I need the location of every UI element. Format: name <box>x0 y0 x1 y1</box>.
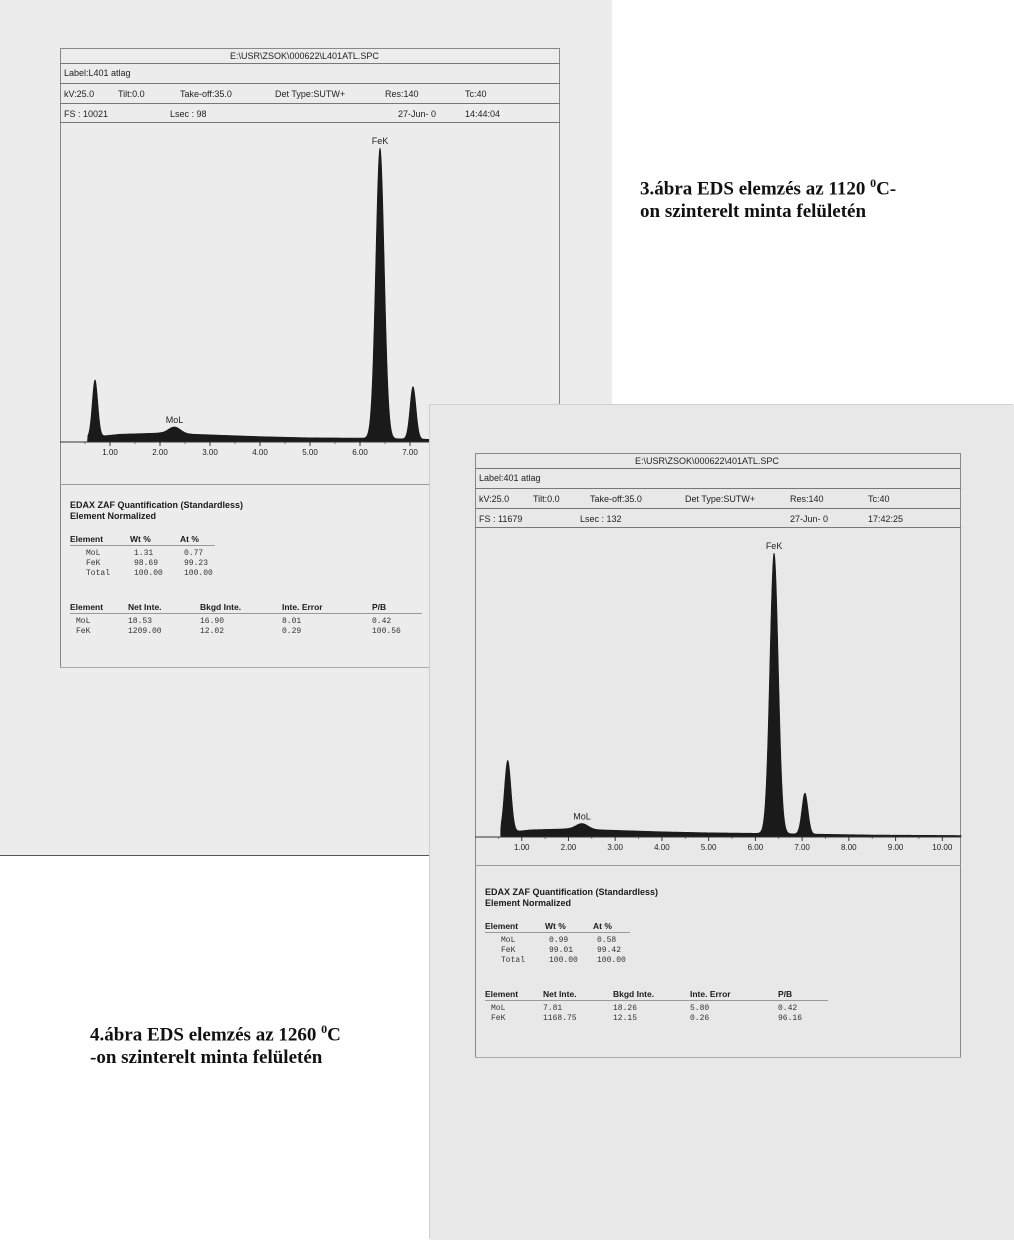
header-rule <box>60 122 560 123</box>
x-tick-label: 2.00 <box>152 448 168 457</box>
table1-header: At % <box>593 921 612 931</box>
caption-figure-4 <box>90 1018 341 1069</box>
header-rule <box>60 63 560 64</box>
table1-cell: 0.77 <box>184 549 204 558</box>
table2-header: Net Inte. <box>128 602 162 612</box>
table1-cell: MoL <box>86 549 101 558</box>
caption-3-line2: on szinterelt minta felületén <box>640 201 867 223</box>
spectrum-svg-1 <box>60 124 430 464</box>
spectrum-svg-2 <box>475 529 961 854</box>
spectrum-plot-1 <box>60 124 430 464</box>
resolution-value: Res:140 <box>790 494 824 504</box>
table2-cell: 7.81 <box>543 1004 563 1013</box>
table2-header-rule <box>485 1000 828 1001</box>
quant-title: EDAX ZAF Quantification (Standardless) <box>485 887 659 897</box>
header-rule <box>60 83 560 84</box>
x-tick-label: 7.00 <box>402 448 418 457</box>
table1-header: Element <box>70 534 104 544</box>
live-seconds: Lsec : 98 <box>170 109 207 119</box>
caption-4-line1: 4.ábra EDS elemzés az 1260 <box>90 1024 322 1046</box>
table1-header-rule <box>485 932 630 933</box>
takeoff-value: Take-off:35.0 <box>180 89 232 99</box>
quant-subtitle: Element Normalized <box>70 511 157 521</box>
x-tick-label: 2.00 <box>560 843 577 852</box>
caption-3-degree: 0 <box>870 176 877 190</box>
table1-cell: MoL <box>501 936 516 945</box>
x-tick-label: 3.00 <box>202 448 218 457</box>
table2-cell: FeK <box>491 1014 506 1023</box>
caption-4-degree: 0 <box>321 1022 328 1036</box>
figure-4-sheet <box>430 405 1014 1240</box>
caption-3-line1: 3.ábra EDS elemzés az 1120 <box>640 178 871 200</box>
x-tick-label: 5.00 <box>700 843 717 852</box>
table2-cell: 0.42 <box>778 1004 798 1013</box>
frame-top <box>475 453 961 454</box>
frame-top <box>60 48 560 49</box>
table1-cell: Total <box>501 956 526 965</box>
header-rule <box>475 508 961 509</box>
peak-label-mol: MoL <box>165 414 184 425</box>
caption-figure-3 <box>640 172 896 223</box>
spectrum-area <box>88 148 431 442</box>
table2-cell: 0.29 <box>282 627 302 636</box>
acquisition-date: 27-Jun- 0 <box>398 109 437 119</box>
table2-cell: 0.26 <box>690 1014 710 1023</box>
live-seconds: Lsec : 132 <box>580 514 622 524</box>
eds-report-2 <box>475 453 961 1058</box>
x-tick-label: 3.00 <box>607 843 623 852</box>
table1-cell: 100.00 <box>549 956 578 965</box>
table2-header: Inte. Error <box>282 602 323 612</box>
x-tick-label: 6.00 <box>352 448 368 457</box>
table1-cell: 100.00 <box>184 569 213 578</box>
x-tick-label: 9.00 <box>887 843 904 852</box>
table2-header: Net Inte. <box>543 989 577 999</box>
table2-cell: 16.90 <box>200 617 225 626</box>
peak-label-mol: MoL <box>573 811 591 822</box>
x-tick-label: 10.00 <box>932 843 953 852</box>
tilt-value: Tilt:0.0 <box>118 89 145 99</box>
table1-cell: 99.01 <box>549 946 574 955</box>
header-rule <box>60 103 560 104</box>
table2-header-rule <box>70 613 422 614</box>
acquisition-time: 14:44:04 <box>465 109 501 119</box>
detector-type: Det Type:SUTW+ <box>685 494 756 504</box>
table2-header: P/B <box>778 989 793 999</box>
file-path: E:\USR\ZSOK\000622\L401ATL.SPC <box>230 51 379 61</box>
table2-cell: 0.42 <box>372 617 392 626</box>
acquisition-time: 17:42:25 <box>868 514 904 524</box>
table2-cell: 96.16 <box>778 1014 803 1023</box>
table2-cell: 1209.00 <box>128 627 162 636</box>
kv-value: kV:25.0 <box>479 494 510 504</box>
quant-subtitle: Element Normalized <box>485 898 572 908</box>
frame-right <box>559 48 560 408</box>
table2-cell: 100.56 <box>372 627 401 636</box>
tc-value: Tc:40 <box>465 89 487 99</box>
detector-type: Det Type:SUTW+ <box>275 89 346 99</box>
sheet-edge-line <box>0 855 432 856</box>
table1-cell: 99.23 <box>184 559 209 568</box>
table2-header: Element <box>70 602 104 612</box>
x-tick-label: 8.00 <box>841 843 857 852</box>
kv-value: kV:25.0 <box>64 89 95 99</box>
table2-header: Bkgd Inte. <box>613 989 655 999</box>
x-tick-label: 1.00 <box>102 448 118 457</box>
table1-cell: 100.00 <box>134 569 163 578</box>
x-tick-label: 4.00 <box>252 448 268 457</box>
table1-header: Wt % <box>545 921 566 931</box>
table2-cell: 12.15 <box>613 1014 638 1023</box>
caption-4-line2: -on szinterelt minta felületén <box>90 1047 323 1069</box>
table2-header: P/B <box>372 602 387 612</box>
file-path: E:\USR\ZSOK\000622\401ATL.SPC <box>635 456 779 466</box>
table2-header: Inte. Error <box>690 989 731 999</box>
header-rule <box>475 527 961 528</box>
spectrum-plot-2 <box>475 529 961 854</box>
full-scale: FS : 10021 <box>64 109 109 119</box>
x-tick-label: 1.00 <box>513 843 530 852</box>
acquisition-date: 27-Jun- 0 <box>790 514 829 524</box>
spectrum-label: Label:401 atlag <box>479 473 541 483</box>
table2-cell: 1168.75 <box>543 1014 577 1023</box>
table2-cell: 12.02 <box>200 627 225 636</box>
peak-label-fek: FeK <box>371 136 389 147</box>
table1-cell: 1.31 <box>134 549 154 558</box>
table1-cell: FeK <box>501 946 516 955</box>
x-tick-label: 5.00 <box>302 448 318 457</box>
table2-cell: 18.26 <box>613 1004 638 1013</box>
table2-cell: 8.01 <box>282 617 302 626</box>
table1-cell: 99.42 <box>597 946 622 955</box>
caption-3-tail: C- <box>876 178 897 200</box>
table1-cell: FeK <box>86 559 101 568</box>
frame-bottom <box>475 1057 961 1058</box>
frame-bottom <box>60 667 430 668</box>
table1-cell: Total <box>86 569 111 578</box>
tilt-value: Tilt:0.0 <box>533 494 560 504</box>
table2-header: Element <box>485 989 519 999</box>
table1-cell: 98.69 <box>134 559 159 568</box>
caption-4-tail: C <box>327 1024 341 1046</box>
header-rule <box>475 468 961 469</box>
table2-cell: MoL <box>76 617 91 626</box>
x-tick-label: 4.00 <box>654 843 670 852</box>
table1-cell: 0.58 <box>597 936 617 945</box>
spectrum-label: Label:L401 atlag <box>64 68 131 78</box>
takeoff-value: Take-off:35.0 <box>590 494 642 504</box>
table2-cell: MoL <box>491 1004 506 1013</box>
table2-cell: 5.80 <box>690 1004 710 1013</box>
table2-cell: 18.53 <box>128 617 153 626</box>
table1-header-rule <box>70 545 215 546</box>
table2-cell: FeK <box>76 627 91 636</box>
quant-title: EDAX ZAF Quantification (Standardless) <box>70 500 244 510</box>
section-rule <box>475 865 961 866</box>
spectrum-area <box>501 553 961 837</box>
x-tick-label: 7.00 <box>794 843 810 852</box>
section-rule <box>60 484 430 485</box>
table1-cell: 100.00 <box>597 956 626 965</box>
header-rule <box>475 488 961 489</box>
x-tick-label: 6.00 <box>747 843 764 852</box>
table1-header: Element <box>485 921 519 931</box>
table2-header: Bkgd Inte. <box>200 602 242 612</box>
resolution-value: Res:140 <box>385 89 419 99</box>
tc-value: Tc:40 <box>868 494 890 504</box>
table1-cell: 0.99 <box>549 936 569 945</box>
peak-label-fek: FeK <box>765 540 783 551</box>
full-scale: FS : 11679 <box>479 514 523 524</box>
table1-header: Wt % <box>130 534 151 544</box>
table1-header: At % <box>180 534 199 544</box>
